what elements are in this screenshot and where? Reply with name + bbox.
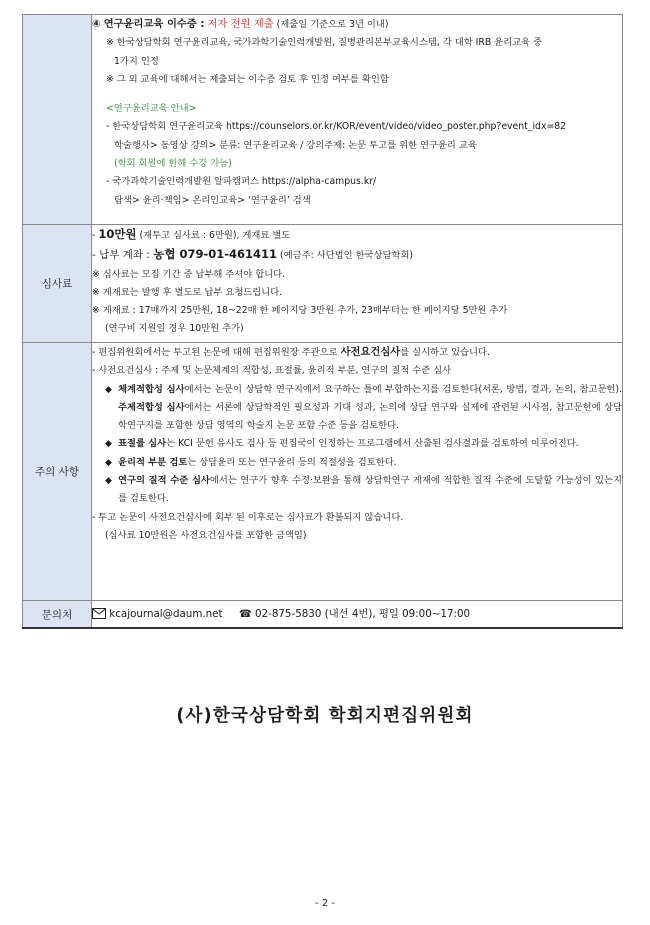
guide-alpha-link[interactable]: - 국가과학기술인력개발원 알파캠퍼스 https://alpha-campus.kr/ xyxy=(106,176,377,188)
contact-line xyxy=(92,605,622,623)
row-ethics-certificate xyxy=(23,15,623,225)
bullet-quality xyxy=(92,472,622,509)
ethics-title: 연구윤리교육 이수증 : xyxy=(103,18,205,30)
ethics-note-2: ※ 그 외 교육에 대해서는 제출되는 이수증 검토 후 인정 여부를 확인함 xyxy=(106,73,389,85)
item-number: ④ xyxy=(92,18,101,30)
pre-review-term: 사전요건심사 xyxy=(340,346,401,358)
caution-text-end: 를 실시하고 있습니다. xyxy=(400,347,490,358)
row-caution xyxy=(23,343,623,601)
bank-account: 농협 079-01-461411 xyxy=(153,247,278,262)
contact-email[interactable]: kcajournal@daum.net xyxy=(109,607,223,620)
bullet-structure xyxy=(92,381,622,436)
bullet-plagiarism xyxy=(92,435,622,453)
ethics-heading xyxy=(92,15,622,34)
bullet-term: 표절률 심사 xyxy=(118,438,167,450)
bullet-term-2: 주제적합성 심사 xyxy=(118,401,185,413)
row-label-contact: 문의처 xyxy=(23,601,92,629)
envelope-icon xyxy=(92,608,109,620)
row-fee xyxy=(23,225,623,343)
bullet-text: 는 상담윤리 또는 연구윤리 등의 적절성을 검토한다. xyxy=(187,456,397,468)
contact-cell xyxy=(92,601,623,629)
guide-kca-members-only: (학회 회원에 한해 수강 가능) xyxy=(114,158,232,170)
account-label: - 납부 계좌 : xyxy=(92,249,154,262)
row-label-caution: 주의 사항 xyxy=(23,343,92,601)
caution-text: - 편집위원회에서는 투고된 논문에 대해 편집위원장 주관으로 xyxy=(92,347,341,358)
phone-icon: ☎ xyxy=(238,607,252,620)
guide-kca-link[interactable]: - 한국상담학회 연구윤리교육 https://counselors.or.kr/KOR/event/video/video_poster.php?event_idx=82 xyxy=(106,121,567,133)
caution-line-1 xyxy=(92,343,622,362)
bullet-text: 에서는 논문이 상담학 연구지에서 요구하는 틀에 부합하는지를 검토한다(서론, 방법, 결과, 논의, 참고문헌). xyxy=(184,383,622,395)
bullet-term: 윤리적 부분 검토 xyxy=(118,456,188,468)
caution-refund: - 투고 논문이 사전요건심사에 회부 된 이후로는 심사료가 환불되지 않습니다. xyxy=(92,511,404,523)
bullet-term: 연구의 질적 수준 심사 xyxy=(118,475,210,487)
row-contact xyxy=(23,601,623,629)
ethics-note-1: ※ 한국상담학회 연구윤리교육, 국가과학기술인력개발원, 질병관리본부교육시스템, 각 대학 IRB 윤리교육 중 xyxy=(106,37,543,49)
fee-amount-note: (재투고 심사료 : 6만원), 게재료 별도 xyxy=(136,230,291,241)
ethics-note: (제출일 기준으로 3년 이내) xyxy=(276,19,389,30)
diamond-bullet-icon: ◆ xyxy=(105,457,112,468)
fee-cell xyxy=(92,225,623,343)
guide-alpha-path: 탐색> 윤리·책임> 온리인교육> ‘연구윤리’ 검색 xyxy=(114,194,311,206)
society-committee-title: (사)한국상담학회 학회지편집위원회 xyxy=(176,706,474,726)
ethics-guide-heading: <연구윤리교육 안내> xyxy=(106,103,197,115)
bullet-text: 는 KCI 문헌 유사도 검사 등 편집국이 인정하는 프로그램에서 산출된 검사결과를 검토하여 이루어진다. xyxy=(166,438,579,450)
dash: - xyxy=(92,230,99,241)
guide-kca-path: 학술행사> 동영상 강의> 분류: 연구윤리교육 / 강의주제: 논문 투고를 위한 연구윤리 교육 xyxy=(114,139,477,151)
caution-line-2: - 사전요건심사 : 주제 및 논문체계의 적합성, 표절률, 윤리적 부분, 연구의 질적 수준 심사 xyxy=(92,365,452,377)
diamond-bullet-icon: ◆ xyxy=(105,439,112,450)
fee-amount: 10만원 xyxy=(98,227,137,241)
contact-phone: 02-875-5830 (내선 4번), xyxy=(255,607,376,620)
account-holder: (예금주: 사단법인 한국상담학회) xyxy=(277,250,414,262)
caution-refund-note: (심사료 10만원은 사전요건심사를 포함한 금액임) xyxy=(105,529,307,541)
fee-note-3: ※ 게재료 : 17매까지 25만원, 18~22매 한 페이지당 3만원 추가, 23매부터는 한 페이지당 5만원 추가 xyxy=(92,305,508,317)
ethics-note-1-cont: 1가지 인정 xyxy=(114,55,159,67)
fee-note-1: ※ 심사료는 모집 기간 중 납부해 주셔야 합니다. xyxy=(92,268,286,280)
fee-account-line xyxy=(92,245,622,265)
diamond-bullet-icon: ◆ xyxy=(105,476,112,487)
fee-amount-line xyxy=(92,225,622,245)
bullet-text-2: 에서는 서론에 상담학적인 필요성과 기대 성과, 논의에 상담 연구와 실제에 관련된 시사점, 참고문헌에 상담학연구지를 포함한 상담 영역의 학술지 논문 포함 수준 등을 검토한다. xyxy=(118,401,622,432)
row-label-empty xyxy=(23,15,92,225)
diamond-bullet-icon: ◆ xyxy=(105,384,112,395)
row-label-fee: 심사료 xyxy=(23,225,92,343)
bullet-term: 체계적합성 심사 xyxy=(118,383,185,395)
info-table xyxy=(22,14,623,629)
fee-note-2: ※ 게재료는 발행 후 별도로 납부 요청드립니다. xyxy=(92,286,283,298)
caution-cell xyxy=(92,343,623,601)
ethics-cell xyxy=(92,15,623,225)
fee-note-3-cont: (연구비 지원일 경우 10만원 추가) xyxy=(105,323,244,335)
page-number: - 2 - xyxy=(315,898,335,909)
contact-hours: 평일 09:00~17:00 xyxy=(378,607,471,620)
ethics-requirement: 저자 전원 제출 xyxy=(207,18,274,30)
bullet-ethics xyxy=(92,454,622,472)
bullet-text: 에서는 연구가 향후 수정·보완을 통해 상담학연구 게재에 적합한 질적 수준에 도달할 가능성이 있는지를 검토한다. xyxy=(118,475,622,505)
